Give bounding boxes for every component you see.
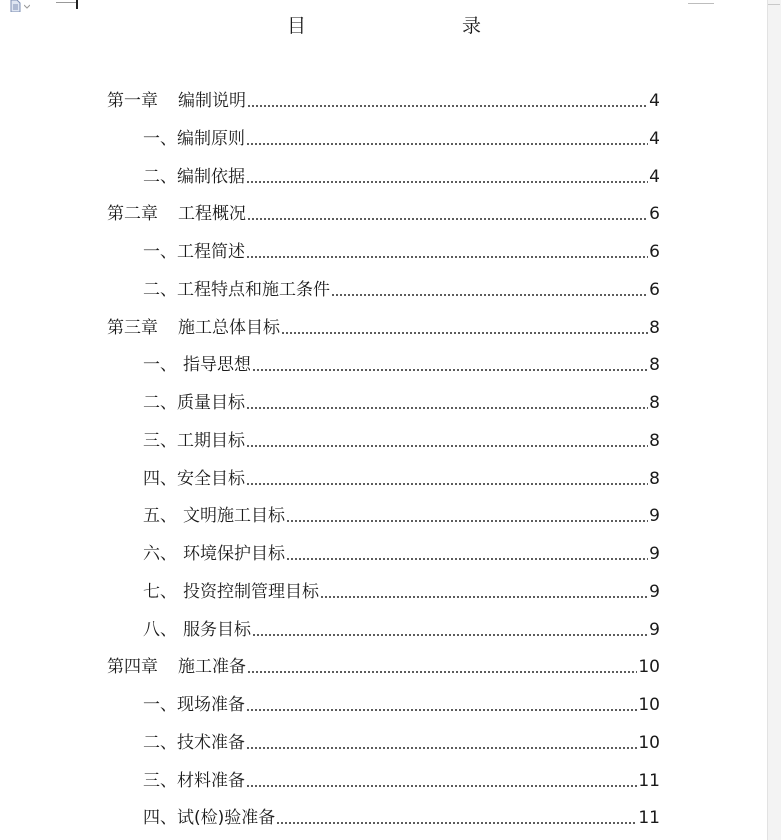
toc-entry-label (143, 807, 275, 829)
toc-entry-text: 指导思想 (183, 355, 251, 375)
toc-entry-prefix: 七、 (143, 582, 177, 602)
toc-dot-leader (247, 203, 648, 225)
toc-entry-label (143, 166, 245, 188)
toc-dot-leader (247, 656, 637, 678)
toc-dot-leader (276, 807, 637, 829)
toc-dot-leader (286, 505, 648, 527)
toc-page-number: 8 (649, 355, 660, 375)
toc-page-number: 8 (649, 318, 660, 338)
toc-dot-leader (252, 619, 648, 641)
toc-dot-leader (246, 770, 637, 792)
toc-entry-text: 试(检)验准备 (177, 808, 276, 828)
toc-entry-prefix: 三、 (143, 771, 177, 791)
toc-section-row[interactable] (143, 770, 660, 792)
toc-entry-text: 工程简述 (177, 242, 245, 262)
toc-dot-leader (246, 732, 637, 754)
toc-entry-prefix: 四、 (143, 808, 177, 828)
toc-entry-prefix: 四、 (143, 469, 177, 489)
toc-page-number: 10 (638, 657, 660, 677)
toc-entry-text: 编制依据 (177, 167, 245, 187)
scrollbar-top-tab[interactable] (768, 0, 780, 5)
toc-entry-prefix: 二、 (143, 167, 177, 187)
toc-entry-label (143, 468, 245, 490)
toc-section-row[interactable] (143, 694, 660, 716)
toc-dot-leader (247, 90, 648, 112)
toc-section-row[interactable] (143, 619, 660, 641)
toc-entry-prefix: 第四章 (107, 657, 158, 677)
toc-entry-text: 编制原则 (177, 129, 245, 149)
toc-entry-text: 工程特点和施工条件 (177, 280, 330, 300)
toc-section-row[interactable] (143, 543, 660, 565)
toc-page-number: 6 (649, 280, 660, 300)
toc-entry-label (143, 543, 285, 565)
toc-entry-label (143, 694, 245, 716)
toc-entry-prefix: 八、 (143, 620, 177, 640)
toc-chapter-row[interactable] (107, 317, 660, 339)
toc-entry-prefix: 第一章 (107, 91, 158, 111)
toc-dot-leader (320, 581, 648, 603)
toc-section-row[interactable] (143, 430, 660, 452)
toc-page-number: 9 (649, 582, 660, 602)
toc-entry-prefix: 第二章 (107, 204, 158, 224)
toc-dot-leader (246, 392, 648, 414)
toc-entry-text: 材料准备 (177, 771, 245, 791)
toc-entry-label (107, 656, 246, 678)
toc-page-number: 11 (638, 771, 660, 791)
toc-page-number: 8 (649, 431, 660, 451)
toc-section-row[interactable] (143, 128, 660, 150)
toc-entry-prefix: 五、 (143, 506, 177, 526)
toc-entry-prefix: 第三章 (107, 318, 158, 338)
toc-entry-label (143, 619, 251, 641)
toc-dot-leader (281, 317, 648, 339)
toc-page-number: 4 (649, 91, 660, 111)
toc-entry-prefix: 一、 (143, 695, 177, 715)
toc-section-row[interactable] (143, 807, 660, 829)
toc-entry-text: 技术准备 (177, 733, 245, 753)
chevron-down-icon[interactable] (24, 4, 30, 10)
toc-section-row[interactable] (143, 505, 660, 527)
toc-page-number: 8 (649, 469, 660, 489)
toc-entry-text: 施工总体目标 (178, 318, 280, 338)
toc-entry-prefix: 二、 (143, 280, 177, 300)
toc-section-row[interactable] (143, 392, 660, 414)
toc-entry-prefix: 六、 (143, 544, 177, 564)
toc-entry-text: 编制说明 (178, 91, 246, 111)
toc-entry-text: 文明施工目标 (183, 506, 285, 526)
toc-chapter-row[interactable] (107, 203, 660, 225)
margin-corner-mark-right (688, 0, 714, 4)
toc-chapter-row[interactable] (107, 90, 660, 112)
toc-entry-label (143, 581, 319, 603)
page-icon (10, 0, 22, 12)
toc-entry-text: 投资控制管理目标 (183, 582, 319, 602)
toc-entry-label (143, 732, 245, 754)
toc-entry-prefix: 二、 (143, 733, 177, 753)
toc-entry-label (143, 430, 245, 452)
toc-entry-text: 质量目标 (177, 393, 245, 413)
toc-entry-label (143, 770, 245, 792)
toc-dot-leader (246, 128, 648, 150)
toc-section-row[interactable] (143, 581, 660, 603)
toc-page-number: 4 (649, 129, 660, 149)
toc-title-left: 目 (287, 15, 307, 37)
vertical-scrollbar[interactable] (767, 0, 781, 840)
toc-entry-label (143, 279, 330, 301)
toc-entry-label (143, 392, 245, 414)
toc-dot-leader (246, 166, 648, 188)
toc-section-row[interactable] (143, 732, 660, 754)
toc-page-number: 4 (649, 167, 660, 187)
toc-entry-text: 工期目标 (177, 431, 245, 451)
toc-dot-leader (246, 241, 648, 263)
toc-entry-label (107, 203, 246, 225)
toc-page-number: 8 (649, 393, 660, 413)
toc-entry-prefix: 一、 (143, 129, 177, 149)
toc-entry-prefix: 三、 (143, 431, 177, 451)
document-icon[interactable] (10, 0, 40, 12)
toc-entry-label (143, 128, 245, 150)
toc-entry-text: 服务目标 (183, 620, 251, 640)
toc-dot-leader (246, 430, 648, 452)
toc-page-number: 6 (649, 204, 660, 224)
toc-title (0, 14, 768, 40)
toc-page-number: 9 (649, 506, 660, 526)
toc-page-number: 11 (638, 808, 660, 828)
toc-entry-prefix: 一、 (143, 242, 177, 262)
toc-section-row[interactable] (143, 279, 660, 301)
toc-entry-label (143, 354, 251, 376)
toc-entry-text: 工程概况 (178, 204, 246, 224)
margin-corner-mark (56, 0, 78, 9)
toc-entry-text: 现场准备 (177, 695, 245, 715)
toc-entry-text: 环境保护目标 (183, 544, 285, 564)
toc-dot-leader (331, 279, 648, 301)
toc-entry-label (143, 505, 285, 527)
toc-page-number: 10 (638, 733, 660, 753)
toc-page-number: 6 (649, 242, 660, 262)
text-cursor (76, 0, 78, 9)
toc-section-row[interactable] (143, 468, 660, 490)
toc-entry-label (143, 241, 245, 263)
toc-dot-leader (246, 468, 648, 490)
toc-title-right: 录 (462, 15, 482, 37)
toc-page-number: 9 (649, 620, 660, 640)
toc-section-row[interactable] (143, 354, 660, 376)
toc-entry-label (107, 90, 246, 112)
toc-dot-leader (286, 543, 648, 565)
toc-section-row[interactable] (143, 166, 660, 188)
toc-chapter-row[interactable] (107, 656, 660, 678)
toc-section-row[interactable] (143, 241, 660, 263)
toc-page-number: 10 (638, 695, 660, 715)
toc-entry-text: 安全目标 (177, 469, 245, 489)
toc-entry-prefix: 二、 (143, 393, 177, 413)
toc-entry-prefix: 一、 (143, 355, 177, 375)
toc-entry-label (107, 317, 280, 339)
toc-dot-leader (252, 354, 648, 376)
toc-page-number: 9 (649, 544, 660, 564)
toc-entry-text: 施工准备 (178, 657, 246, 677)
toc-dot-leader (246, 694, 637, 716)
